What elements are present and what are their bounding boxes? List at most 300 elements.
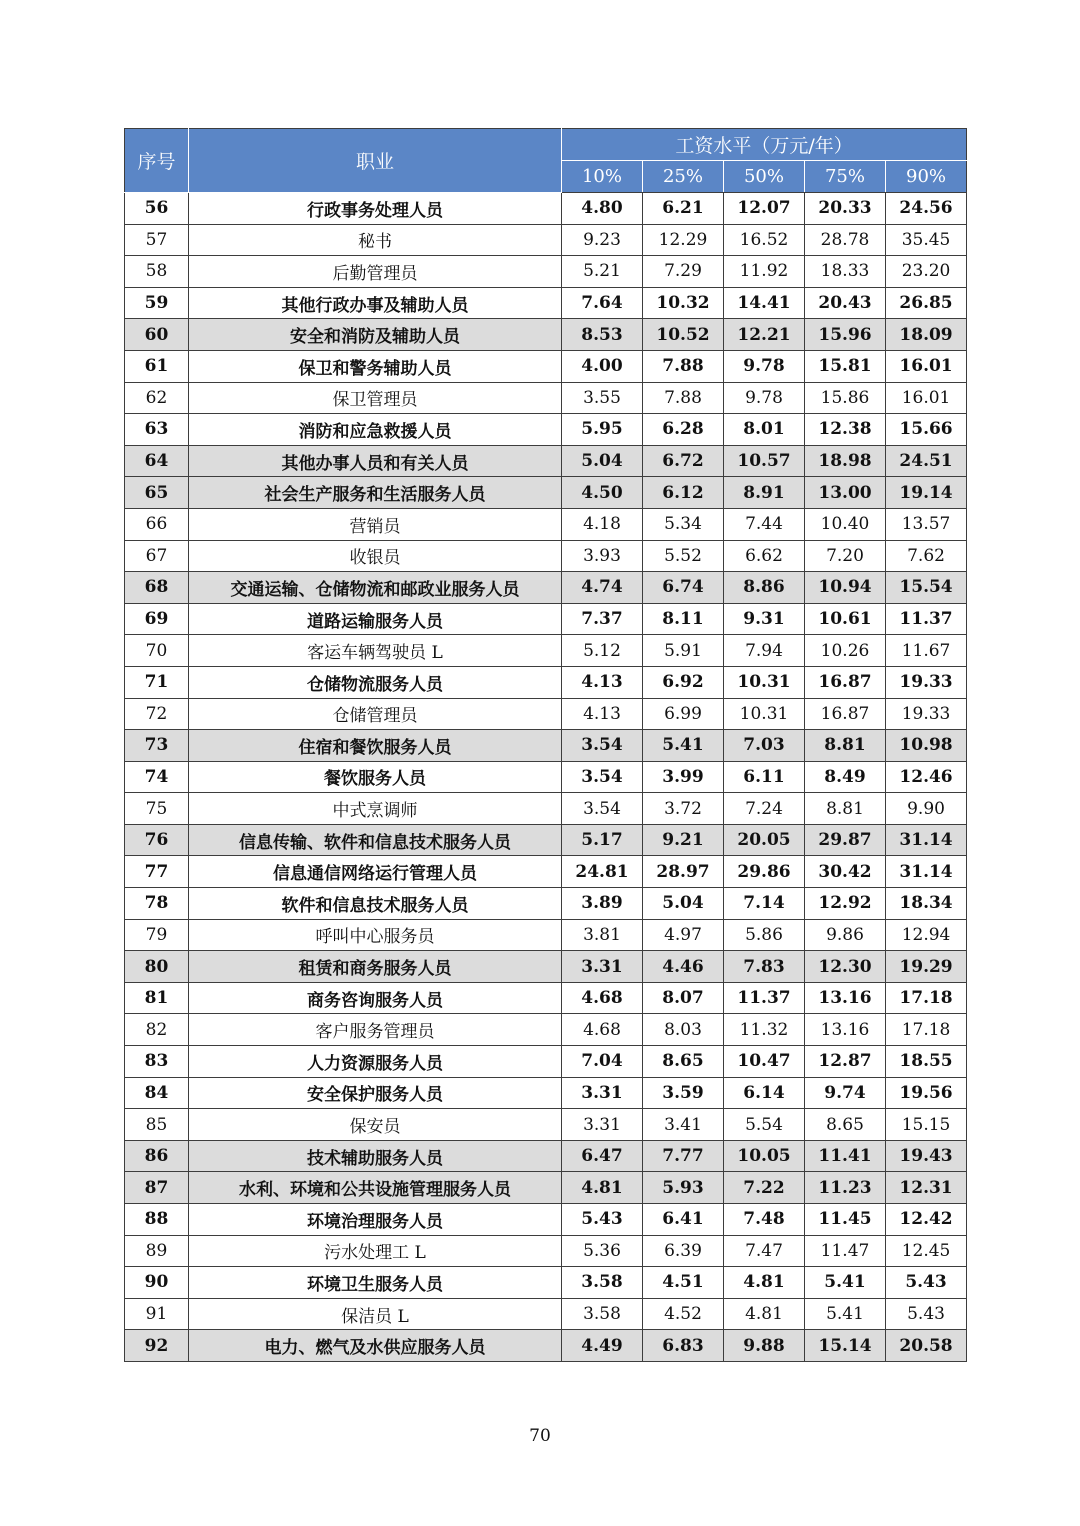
table-row (125, 1077, 967, 1109)
row-wage-p75: 18.98 (805, 445, 886, 477)
row-wage-p25: 5.34 (643, 508, 724, 540)
row-serial-number: 61 (125, 350, 189, 382)
row-wage-p25: 8.11 (643, 603, 724, 635)
row-wage-p50: 9.78 (724, 382, 805, 414)
row-wage-p10: 4.74 (562, 572, 643, 604)
table-row (125, 951, 967, 983)
row-wage-p75: 16.87 (805, 666, 886, 698)
row-wage-p50: 9.31 (724, 603, 805, 635)
row-wage-p90: 5.43 (886, 1267, 967, 1299)
page-number: 70 (529, 1426, 551, 1446)
row-occupation: 保卫和警务辅助人员 (189, 350, 562, 382)
row-occupation: 收银员 (189, 540, 562, 572)
row-occupation: 人力资源服务人员 (189, 1046, 562, 1078)
row-wage-p75: 30.42 (805, 856, 886, 888)
row-wage-p10: 5.12 (562, 635, 643, 667)
row-wage-p90: 12.42 (886, 1204, 967, 1236)
row-occupation: 客运车辆驾驶员 L (189, 635, 562, 667)
row-occupation: 秘书 (189, 224, 562, 256)
row-wage-p90: 11.37 (886, 603, 967, 635)
row-wage-p75: 10.26 (805, 635, 886, 667)
row-wage-p75: 11.45 (805, 1204, 886, 1236)
row-wage-p90: 12.31 (886, 1172, 967, 1204)
row-wage-p25: 6.28 (643, 414, 724, 446)
row-wage-p10: 3.58 (562, 1298, 643, 1330)
row-occupation: 技术辅助服务人员 (189, 1140, 562, 1172)
row-serial-number: 92 (125, 1330, 189, 1362)
row-occupation: 道路运输服务人员 (189, 603, 562, 635)
row-wage-p50: 9.78 (724, 350, 805, 382)
table-row (125, 635, 967, 667)
header-occupation: 职业 (189, 129, 562, 193)
row-wage-p75: 7.20 (805, 540, 886, 572)
header-serial-number: 序号 (125, 129, 189, 193)
row-wage-p25: 6.74 (643, 572, 724, 604)
row-occupation: 保安员 (189, 1109, 562, 1141)
row-wage-p75: 10.94 (805, 572, 886, 604)
row-wage-p50: 7.22 (724, 1172, 805, 1204)
table-row (125, 1204, 967, 1236)
row-wage-p75: 20.43 (805, 287, 886, 319)
row-wage-p75: 13.16 (805, 1014, 886, 1046)
header-percentile-90: 90% (886, 161, 967, 193)
table-row (125, 350, 967, 382)
row-wage-p75: 8.65 (805, 1109, 886, 1141)
row-serial-number: 56 (125, 193, 189, 225)
row-wage-p50: 10.05 (724, 1140, 805, 1172)
row-occupation: 营销员 (189, 508, 562, 540)
row-serial-number: 78 (125, 888, 189, 920)
row-occupation: 安全和消防及辅助人员 (189, 319, 562, 351)
row-wage-p75: 5.41 (805, 1267, 886, 1299)
row-wage-p90: 35.45 (886, 224, 967, 256)
row-wage-p10: 3.58 (562, 1267, 643, 1299)
row-wage-p90: 24.51 (886, 445, 967, 477)
row-serial-number: 90 (125, 1267, 189, 1299)
row-wage-p10: 5.17 (562, 824, 643, 856)
row-wage-p75: 8.81 (805, 730, 886, 762)
table-header (125, 129, 967, 193)
row-occupation: 软件和信息技术服务人员 (189, 888, 562, 920)
row-wage-p50: 10.47 (724, 1046, 805, 1078)
row-wage-p75: 12.38 (805, 414, 886, 446)
row-occupation: 水利、环境和公共设施管理服务人员 (189, 1172, 562, 1204)
row-wage-p90: 15.54 (886, 572, 967, 604)
row-wage-p50: 10.31 (724, 698, 805, 730)
table-row (125, 1172, 967, 1204)
table-row (125, 856, 967, 888)
table-row (125, 888, 967, 920)
row-wage-p75: 13.16 (805, 982, 886, 1014)
row-wage-p75: 11.47 (805, 1235, 886, 1267)
row-wage-p90: 24.56 (886, 193, 967, 225)
table-row (125, 698, 967, 730)
row-serial-number: 84 (125, 1077, 189, 1109)
row-wage-p10: 4.81 (562, 1172, 643, 1204)
row-wage-p10: 4.13 (562, 666, 643, 698)
row-wage-p10: 3.93 (562, 540, 643, 572)
header-percentile-10: 10% (562, 161, 643, 193)
row-wage-p50: 5.86 (724, 919, 805, 951)
row-wage-p90: 15.66 (886, 414, 967, 446)
row-wage-p75: 12.92 (805, 888, 886, 920)
row-wage-p90: 17.18 (886, 1014, 967, 1046)
row-wage-p25: 5.52 (643, 540, 724, 572)
row-wage-p90: 12.94 (886, 919, 967, 951)
row-serial-number: 58 (125, 256, 189, 288)
row-wage-p50: 8.91 (724, 477, 805, 509)
row-occupation: 交通运输、仓储物流和邮政业服务人员 (189, 572, 562, 604)
table-row (125, 1298, 967, 1330)
row-wage-p25: 7.29 (643, 256, 724, 288)
row-wage-p75: 15.86 (805, 382, 886, 414)
row-occupation: 消防和应急救援人员 (189, 414, 562, 446)
row-wage-p10: 7.04 (562, 1046, 643, 1078)
row-wage-p10: 3.54 (562, 761, 643, 793)
row-wage-p50: 7.48 (724, 1204, 805, 1236)
row-wage-p25: 5.41 (643, 730, 724, 762)
row-wage-p25: 6.72 (643, 445, 724, 477)
row-occupation: 餐饮服务人员 (189, 761, 562, 793)
row-wage-p25: 7.88 (643, 382, 724, 414)
row-serial-number: 87 (125, 1172, 189, 1204)
table-row (125, 256, 967, 288)
table-row (125, 382, 967, 414)
row-wage-p25: 4.51 (643, 1267, 724, 1299)
row-wage-p10: 4.18 (562, 508, 643, 540)
row-wage-p75: 15.96 (805, 319, 886, 351)
row-wage-p10: 3.55 (562, 382, 643, 414)
row-wage-p75: 8.81 (805, 793, 886, 825)
row-serial-number: 63 (125, 414, 189, 446)
row-wage-p25: 5.93 (643, 1172, 724, 1204)
row-occupation: 污水处理工 L (189, 1235, 562, 1267)
row-serial-number: 57 (125, 224, 189, 256)
row-serial-number: 64 (125, 445, 189, 477)
row-wage-p90: 19.29 (886, 951, 967, 983)
row-wage-p90: 20.58 (886, 1330, 967, 1362)
row-wage-p50: 9.88 (724, 1330, 805, 1362)
table-row (125, 414, 967, 446)
row-wage-p25: 6.83 (643, 1330, 724, 1362)
table-row (125, 319, 967, 351)
table-row (125, 572, 967, 604)
table-row (125, 824, 967, 856)
row-wage-p50: 12.07 (724, 193, 805, 225)
row-wage-p25: 6.21 (643, 193, 724, 225)
row-occupation: 环境卫生服务人员 (189, 1267, 562, 1299)
table-row (125, 982, 967, 1014)
row-serial-number: 91 (125, 1298, 189, 1330)
row-occupation: 其他办事人员和有关人员 (189, 445, 562, 477)
row-serial-number: 70 (125, 635, 189, 667)
row-wage-p90: 26.85 (886, 287, 967, 319)
row-wage-p75: 15.14 (805, 1330, 886, 1362)
row-occupation: 仓储物流服务人员 (189, 666, 562, 698)
table-row (125, 1267, 967, 1299)
row-occupation: 中式烹调师 (189, 793, 562, 825)
row-serial-number: 73 (125, 730, 189, 762)
row-wage-p50: 4.81 (724, 1298, 805, 1330)
row-wage-p75: 16.87 (805, 698, 886, 730)
row-wage-p25: 28.97 (643, 856, 724, 888)
row-wage-p90: 5.43 (886, 1298, 967, 1330)
row-wage-p90: 18.55 (886, 1046, 967, 1078)
table-row (125, 540, 967, 572)
row-wage-p75: 8.49 (805, 761, 886, 793)
row-serial-number: 69 (125, 603, 189, 635)
row-wage-p10: 5.43 (562, 1204, 643, 1236)
row-wage-p25: 3.72 (643, 793, 724, 825)
row-serial-number: 71 (125, 666, 189, 698)
row-wage-p90: 16.01 (886, 350, 967, 382)
row-wage-p50: 10.57 (724, 445, 805, 477)
row-wage-p75: 11.23 (805, 1172, 886, 1204)
row-wage-p90: 19.33 (886, 666, 967, 698)
row-serial-number: 86 (125, 1140, 189, 1172)
table-row (125, 445, 967, 477)
table-row (125, 730, 967, 762)
header-wage-level: 工资水平（万元/年） (562, 129, 967, 161)
row-serial-number: 65 (125, 477, 189, 509)
row-wage-p75: 29.87 (805, 824, 886, 856)
header-percentile-75: 75% (805, 161, 886, 193)
row-wage-p25: 6.92 (643, 666, 724, 698)
row-serial-number: 68 (125, 572, 189, 604)
row-wage-p75: 15.81 (805, 350, 886, 382)
row-serial-number: 72 (125, 698, 189, 730)
row-wage-p25: 6.99 (643, 698, 724, 730)
row-wage-p90: 12.46 (886, 761, 967, 793)
row-wage-p10: 4.68 (562, 1014, 643, 1046)
row-wage-p50: 7.94 (724, 635, 805, 667)
row-wage-p90: 17.18 (886, 982, 967, 1014)
row-wage-p25: 3.41 (643, 1109, 724, 1141)
row-serial-number: 76 (125, 824, 189, 856)
table-row (125, 1140, 967, 1172)
row-wage-p10: 7.37 (562, 603, 643, 635)
row-wage-p90: 19.14 (886, 477, 967, 509)
row-wage-p75: 12.87 (805, 1046, 886, 1078)
row-serial-number: 85 (125, 1109, 189, 1141)
row-wage-p90: 9.90 (886, 793, 967, 825)
row-wage-p50: 6.11 (724, 761, 805, 793)
header-percentile-25: 25% (643, 161, 724, 193)
row-wage-p10: 5.95 (562, 414, 643, 446)
row-wage-p25: 6.12 (643, 477, 724, 509)
row-occupation: 仓储管理员 (189, 698, 562, 730)
row-wage-p90: 16.01 (886, 382, 967, 414)
row-wage-p10: 5.36 (562, 1235, 643, 1267)
row-occupation: 安全保护服务人员 (189, 1077, 562, 1109)
row-wage-p90: 19.33 (886, 698, 967, 730)
row-wage-p50: 7.03 (724, 730, 805, 762)
row-wage-p25: 6.39 (643, 1235, 724, 1267)
row-wage-p90: 23.20 (886, 256, 967, 288)
row-occupation: 呼叫中心服务员 (189, 919, 562, 951)
row-wage-p50: 6.62 (724, 540, 805, 572)
row-wage-p25: 3.99 (643, 761, 724, 793)
row-wage-p10: 3.54 (562, 730, 643, 762)
table-row (125, 224, 967, 256)
row-occupation: 其他行政办事及辅助人员 (189, 287, 562, 319)
row-wage-p25: 8.65 (643, 1046, 724, 1078)
row-wage-p25: 10.32 (643, 287, 724, 319)
row-wage-p75: 10.40 (805, 508, 886, 540)
table-row (125, 603, 967, 635)
row-serial-number: 59 (125, 287, 189, 319)
row-occupation: 客户服务管理员 (189, 1014, 562, 1046)
row-wage-p50: 8.86 (724, 572, 805, 604)
row-wage-p10: 3.31 (562, 1077, 643, 1109)
table-row (125, 666, 967, 698)
row-wage-p25: 7.88 (643, 350, 724, 382)
table-row (125, 1330, 967, 1362)
row-wage-p50: 14.41 (724, 287, 805, 319)
row-wage-p50: 16.52 (724, 224, 805, 256)
row-serial-number: 62 (125, 382, 189, 414)
row-wage-p90: 18.34 (886, 888, 967, 920)
row-wage-p50: 10.31 (724, 666, 805, 698)
row-serial-number: 77 (125, 856, 189, 888)
row-serial-number: 79 (125, 919, 189, 951)
table-row (125, 1014, 967, 1046)
row-wage-p10: 7.64 (562, 287, 643, 319)
row-wage-p50: 11.92 (724, 256, 805, 288)
row-wage-p50: 4.81 (724, 1267, 805, 1299)
table-body (125, 193, 967, 1362)
row-serial-number: 80 (125, 951, 189, 983)
row-wage-p25: 9.21 (643, 824, 724, 856)
row-wage-p10: 3.31 (562, 1109, 643, 1141)
row-wage-p90: 13.57 (886, 508, 967, 540)
row-wage-p25: 7.77 (643, 1140, 724, 1172)
row-wage-p25: 6.41 (643, 1204, 724, 1236)
row-wage-p50: 6.14 (724, 1077, 805, 1109)
row-wage-p50: 7.83 (724, 951, 805, 983)
row-wage-p75: 12.30 (805, 951, 886, 983)
row-wage-p25: 4.46 (643, 951, 724, 983)
row-wage-p75: 9.86 (805, 919, 886, 951)
row-wage-p10: 4.68 (562, 982, 643, 1014)
table-row (125, 919, 967, 951)
row-wage-p90: 11.67 (886, 635, 967, 667)
row-wage-p25: 8.07 (643, 982, 724, 1014)
row-wage-p90: 7.62 (886, 540, 967, 572)
wage-table-container (124, 128, 966, 1362)
row-wage-p75: 10.61 (805, 603, 886, 635)
row-wage-p25: 3.59 (643, 1077, 724, 1109)
row-occupation: 保洁员 L (189, 1298, 562, 1330)
row-wage-p50: 8.01 (724, 414, 805, 446)
row-wage-p10: 5.04 (562, 445, 643, 477)
table-row (125, 193, 967, 225)
row-wage-p25: 10.52 (643, 319, 724, 351)
row-serial-number: 67 (125, 540, 189, 572)
row-wage-p10: 4.13 (562, 698, 643, 730)
row-wage-p25: 8.03 (643, 1014, 724, 1046)
row-wage-p10: 4.50 (562, 477, 643, 509)
row-wage-p50: 7.24 (724, 793, 805, 825)
row-wage-p50: 11.32 (724, 1014, 805, 1046)
row-wage-p90: 10.98 (886, 730, 967, 762)
row-wage-p75: 28.78 (805, 224, 886, 256)
row-wage-p25: 4.52 (643, 1298, 724, 1330)
row-wage-p25: 12.29 (643, 224, 724, 256)
row-wage-p90: 18.09 (886, 319, 967, 351)
row-serial-number: 81 (125, 982, 189, 1014)
row-serial-number: 74 (125, 761, 189, 793)
row-occupation: 后勤管理员 (189, 256, 562, 288)
row-wage-p75: 11.41 (805, 1140, 886, 1172)
row-wage-p75: 18.33 (805, 256, 886, 288)
table-row (125, 508, 967, 540)
row-wage-p10: 3.81 (562, 919, 643, 951)
table-row (125, 1235, 967, 1267)
table-row (125, 1046, 967, 1078)
row-wage-p10: 3.54 (562, 793, 643, 825)
row-wage-p90: 31.14 (886, 856, 967, 888)
row-occupation: 信息通信网络运行管理人员 (189, 856, 562, 888)
row-wage-p50: 5.54 (724, 1109, 805, 1141)
row-occupation: 住宿和餐饮服务人员 (189, 730, 562, 762)
row-wage-p10: 5.21 (562, 256, 643, 288)
row-occupation: 环境治理服务人员 (189, 1204, 562, 1236)
row-wage-p50: 12.21 (724, 319, 805, 351)
row-serial-number: 66 (125, 508, 189, 540)
table-row (125, 477, 967, 509)
wage-table (124, 128, 967, 1362)
row-serial-number: 75 (125, 793, 189, 825)
row-wage-p10: 9.23 (562, 224, 643, 256)
row-occupation: 社会生产服务和生活服务人员 (189, 477, 562, 509)
row-wage-p50: 29.86 (724, 856, 805, 888)
row-occupation: 电力、燃气及水供应服务人员 (189, 1330, 562, 1362)
row-wage-p90: 19.56 (886, 1077, 967, 1109)
row-wage-p50: 7.47 (724, 1235, 805, 1267)
row-occupation: 信息传输、软件和信息技术服务人员 (189, 824, 562, 856)
row-occupation: 保卫管理员 (189, 382, 562, 414)
row-wage-p90: 12.45 (886, 1235, 967, 1267)
row-wage-p10: 6.47 (562, 1140, 643, 1172)
row-wage-p10: 24.81 (562, 856, 643, 888)
table-row (125, 761, 967, 793)
table-row (125, 287, 967, 319)
row-wage-p10: 8.53 (562, 319, 643, 351)
row-occupation: 租赁和商务服务人员 (189, 951, 562, 983)
row-occupation: 商务咨询服务人员 (189, 982, 562, 1014)
row-wage-p10: 3.89 (562, 888, 643, 920)
row-wage-p75: 9.74 (805, 1077, 886, 1109)
row-serial-number: 83 (125, 1046, 189, 1078)
row-serial-number: 82 (125, 1014, 189, 1046)
row-wage-p75: 20.33 (805, 193, 886, 225)
row-serial-number: 60 (125, 319, 189, 351)
table-row (125, 793, 967, 825)
row-wage-p90: 31.14 (886, 824, 967, 856)
row-wage-p90: 19.43 (886, 1140, 967, 1172)
row-wage-p25: 5.91 (643, 635, 724, 667)
row-serial-number: 89 (125, 1235, 189, 1267)
row-wage-p10: 4.00 (562, 350, 643, 382)
row-wage-p10: 3.31 (562, 951, 643, 983)
row-wage-p25: 4.97 (643, 919, 724, 951)
row-wage-p50: 11.37 (724, 982, 805, 1014)
row-occupation: 行政事务处理人员 (189, 193, 562, 225)
row-wage-p50: 7.14 (724, 888, 805, 920)
row-wage-p25: 5.04 (643, 888, 724, 920)
row-wage-p50: 20.05 (724, 824, 805, 856)
